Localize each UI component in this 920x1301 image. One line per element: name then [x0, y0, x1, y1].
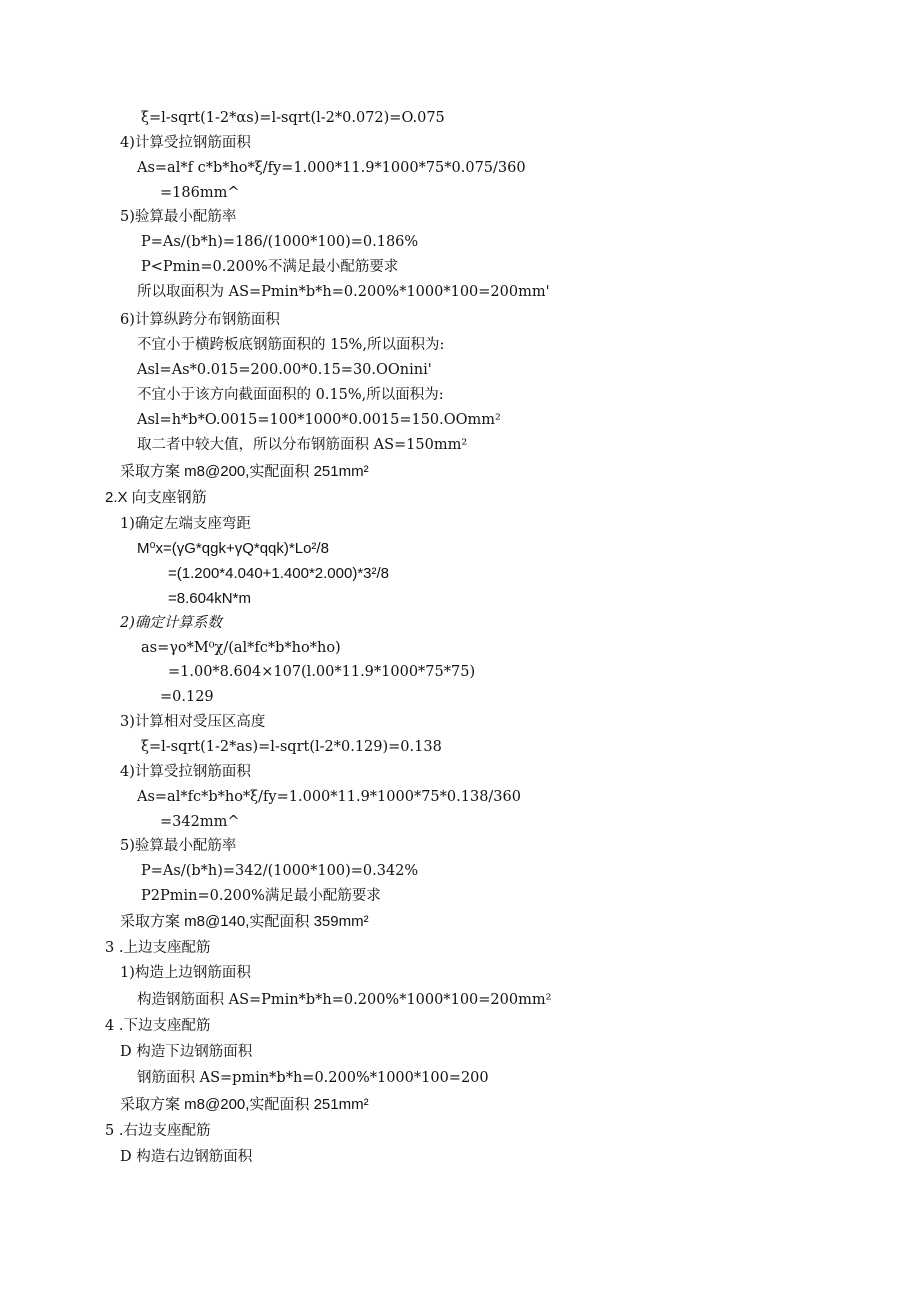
moment-result-line: =8.604kN*m — [168, 590, 251, 607]
scheme-line-2: 采取方案 m8@140,实配面积 359mm² — [120, 913, 369, 930]
step-4-heading: 4)计算受拉钢筋面积 — [120, 135, 251, 151]
as-formula-line: As=al*f c*b*ho*ξ/fy=1.000*11.9*1000*75*0.075/360 — [137, 160, 526, 176]
sub-2-heading: 2)确定计算系数 — [120, 615, 222, 631]
moment-substitution-line: =(1.200*4.040+1.400*2.000)*3²/8 — [168, 565, 390, 582]
step-6-heading: 6)计算纵跨分布钢筋面积 — [120, 312, 280, 328]
ratio-check-line-2: P2Pmin=0.200%满足最小配筋要求 — [141, 888, 381, 904]
scheme-line-1: 采取方案 m8@200,实配面积 251mm² — [120, 463, 369, 480]
sub-5-heading: 5)验算最小配筋率 — [120, 838, 237, 854]
ratio-check-line: P<Pmin=0.200%不满足最小配筋要求 — [141, 259, 399, 275]
ratio-formula-line-2: P=As/(b*h)=342/(1000*100)=0.342% — [141, 863, 419, 879]
step-5-heading: 5)验算最小配筋率 — [120, 209, 237, 225]
as-result-line: =186mm^ — [160, 185, 240, 201]
sub-4-heading: 4)计算受拉钢筋面积 — [120, 764, 251, 780]
section-2-heading: 2.X 向支座钢筋 — [105, 489, 207, 506]
section-3-heading: 3 .上边支座配筋 — [105, 940, 211, 956]
ratio-formula-line: P=As/(b*h)=186/(1000*100)=0.186% — [141, 234, 419, 250]
top-edge-sub-heading: 1)构造上边钢筋面积 — [120, 965, 251, 981]
alpha-formula-line: as=γo*M⁰χ/(al*fc*b*ho*ho) — [141, 640, 341, 656]
scheme-line-3: 采取方案 m8@200,实配面积 251mm² — [120, 1096, 369, 1113]
moment-formula-line: M⁰x=(γG*qgk+γQ*qqk)*Lo²/8 — [137, 540, 329, 557]
bottom-edge-area-line: 钢筋面积 AS=pmin*b*h=0.200%*1000*100=200 — [137, 1070, 489, 1086]
bottom-edge-sub-heading: D 构造下边钢筋面积 — [120, 1044, 253, 1060]
distribution-formula-1: Asl=As*0.015=200.00*0.15=30.OOnini' — [137, 362, 432, 378]
right-edge-sub-heading: D 构造右边钢筋面积 — [120, 1149, 253, 1165]
section-4-heading: 4 .下边支座配筋 — [105, 1018, 211, 1034]
top-edge-area-line: 构造钢筋面积 AS=Pmin*b*h=0.200%*1000*100=200mm² — [137, 992, 552, 1008]
area-take-line: 所以取面积为 AS=Pmin*b*h=0.200%*1000*100=200mm' — [137, 284, 550, 300]
as-formula-line-2: As=al*fc*b*ho*ξ/fy=1.000*11.9*1000*75*0.138/360 — [137, 789, 521, 805]
sub-1-heading: 1)确定左端支座弯距 — [120, 516, 251, 532]
distribution-result: 取二者中较大值，所以分布钢筋面积 AS=150mm² — [137, 437, 468, 453]
section-5-heading: 5 .右边支座配筋 — [105, 1123, 211, 1139]
sub-3-heading: 3)计算相对受压区高度 — [120, 714, 266, 730]
xi-formula-line: ξ=l-sqrt(1-2*αs)=l-sqrt(l-2*0.072)=O.075 — [141, 110, 445, 126]
distribution-rule-2: 不宜小于该方向截面面积的 0.15%,所以面积为: — [137, 387, 444, 403]
as-result-line-2: =342mm^ — [160, 814, 240, 830]
xi-formula-line-2: ξ=l-sqrt(1-2*as)=l-sqrt(l-2*0.129)=0.138 — [141, 739, 442, 755]
distribution-formula-2: Asl=h*b*O.0015=100*1000*0.0015=150.OOmm² — [137, 412, 501, 428]
alpha-substitution-line: =1.00*8.604×107(l.00*11.9*1000*75*75) — [168, 664, 476, 680]
alpha-result-line: =0.129 — [160, 689, 214, 705]
distribution-rule-1: 不宜小于横跨板底钢筋面积的 15%,所以面积为: — [137, 337, 445, 353]
